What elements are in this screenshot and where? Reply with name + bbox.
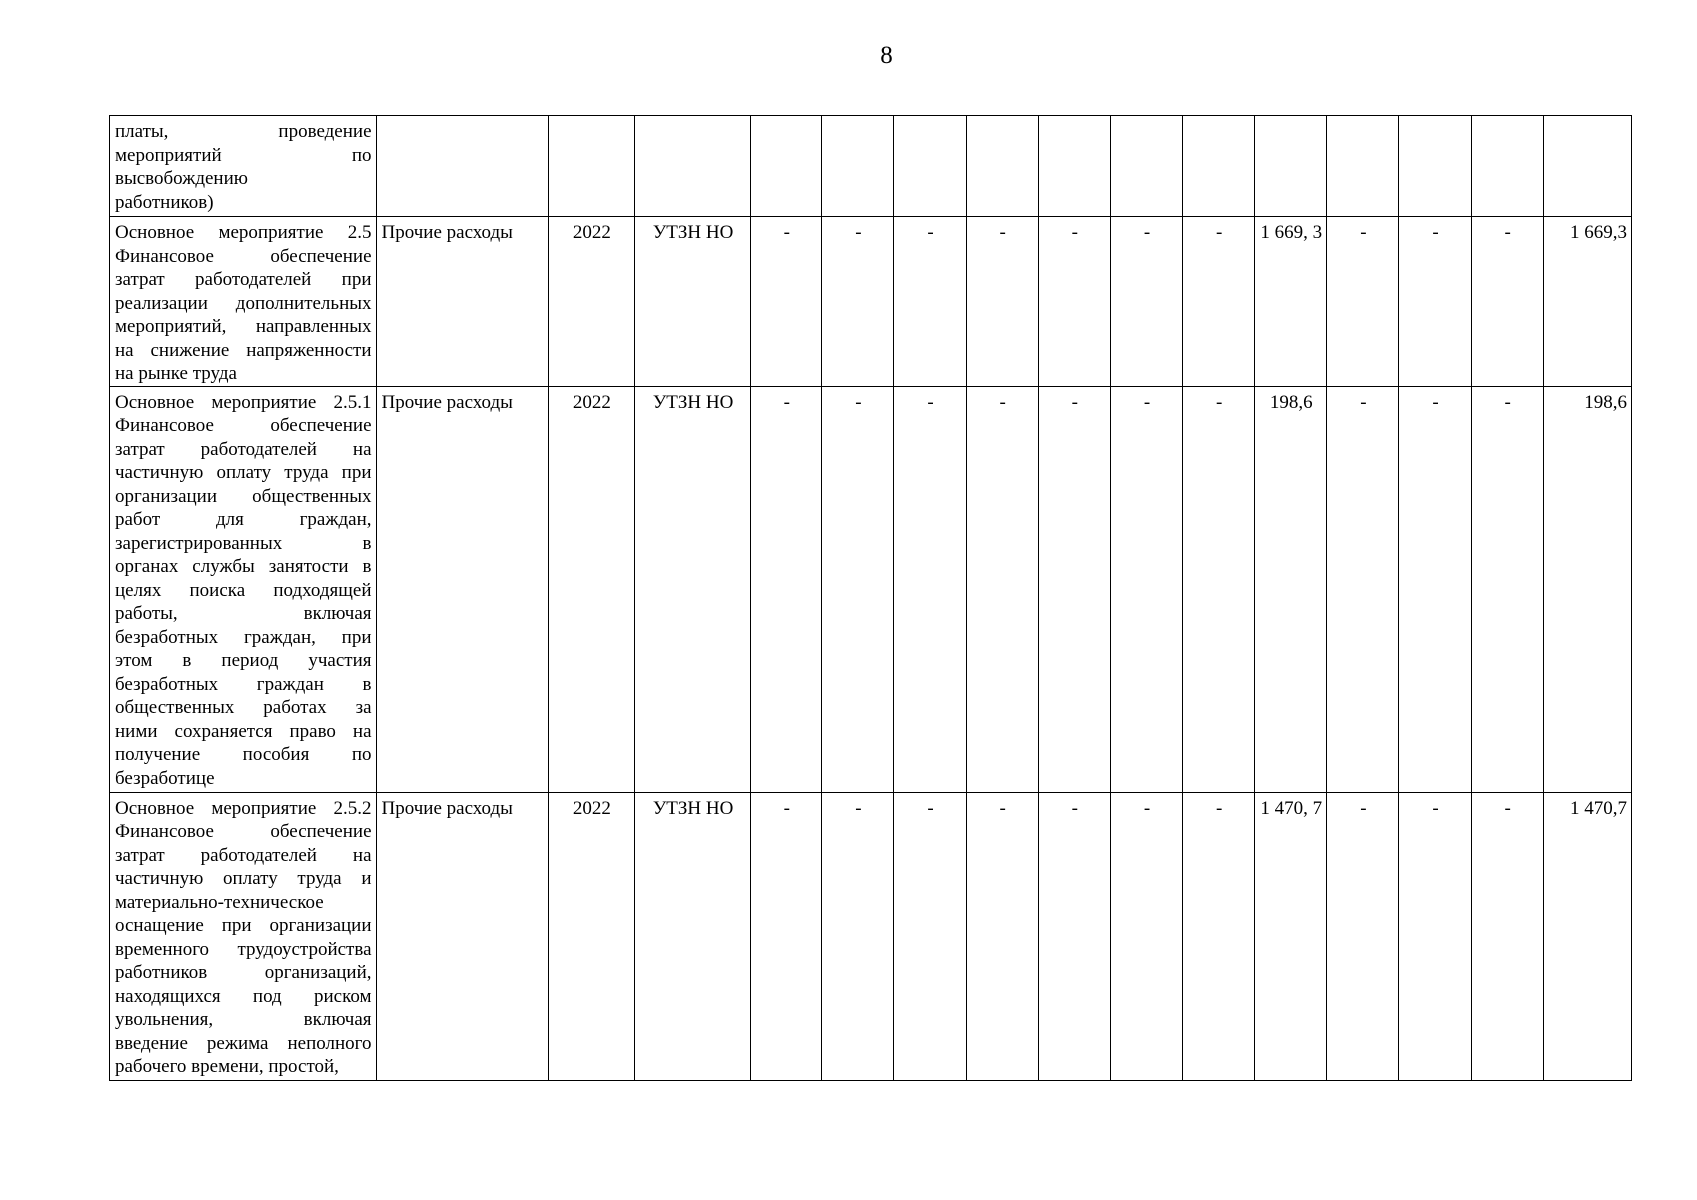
year-cell: 2022 [548,386,634,792]
description-line: Основное мероприятие 2.5.2 [115,797,372,819]
description-line: Основное мероприятие 2.5.1 [115,391,372,413]
description-line: безработных граждан в [115,673,372,695]
funding-source-cell: Прочие расходы [376,386,548,792]
description-line: целях поиска подходящей [115,579,372,601]
value-cell: - [966,217,1038,387]
description-line: этом в период участия [115,650,372,671]
description-line: работников организаций, [115,962,372,983]
value-cell: - [1183,792,1255,1080]
value-cell: - [751,386,822,792]
year-cell: 2022 [548,792,634,1080]
year-cell [548,116,634,217]
total-cell: 1 470,7 [1543,792,1631,1080]
value-cell: 1 669, 3 [1255,217,1327,387]
description-line: оснащение при организации [115,915,372,936]
value-cell [1327,116,1399,217]
description-line: рабочего времени, простой, [115,1056,339,1077]
description-line: затрат работодателей при [115,269,372,290]
description-line: на снижение напряженности [115,339,372,361]
value-cell: - [1183,386,1255,792]
measure-description-cell [110,116,377,217]
table-row [110,386,1632,792]
description-line: Финансовое обеспечение [115,821,372,842]
value-cell [894,116,966,217]
description-line: на рынке труда [115,363,237,384]
description-line: безработных граждан, при [115,626,372,648]
funding-source-cell: Прочие расходы [376,217,548,387]
value-cell: - [1471,217,1543,387]
value-cell: - [1327,792,1399,1080]
description-line: находящихся под риском [115,985,372,1007]
value-cell: - [1471,792,1543,1080]
value-cell: - [966,386,1038,792]
value-cell [1399,116,1471,217]
value-cell: - [1399,217,1471,387]
description-line: введение режима неполного [115,1032,372,1054]
value-cell: - [822,386,894,792]
description-line: ними сохраняется право на [115,720,372,742]
description-line: частичную оплату труда и [115,868,372,889]
total-cell: 1 669,3 [1543,217,1631,387]
value-cell: - [822,792,894,1080]
description-line: зарегистрированных в [115,532,372,554]
executor-cell: УТЗН НО [635,217,751,387]
description-line: платы, проведение [115,121,372,142]
description-line: Финансовое обеспечение [115,245,372,267]
total-cell: 198,6 [1543,386,1631,792]
description-line: реализации дополнительных [115,292,372,314]
value-cell [1110,116,1182,217]
table-body [110,116,1632,1081]
value-cell [751,116,822,217]
description-line: работ для граждан, [115,509,372,530]
description-line: увольнения, включая [115,1009,372,1030]
executor-cell: УТЗН НО [635,792,751,1080]
value-cell: - [1110,792,1182,1080]
table-row [110,217,1632,387]
value-cell: - [894,792,966,1080]
year-cell: 2022 [548,217,634,387]
total-cell [1543,116,1631,217]
value-cell: - [1327,217,1399,387]
value-cell: - [1110,386,1182,792]
value-cell: - [966,792,1038,1080]
description-line: общественных работах за [115,697,372,718]
value-cell: - [822,217,894,387]
value-cell: - [1183,217,1255,387]
value-cell: 198,6 [1255,386,1327,792]
executor-cell [635,116,751,217]
description-line: Основное мероприятие 2.5 [115,222,372,243]
description-line: безработице [115,767,215,789]
value-cell: - [1399,792,1471,1080]
value-cell: - [1471,386,1543,792]
description-line: материально-техническое [115,891,324,913]
value-cell [1255,116,1327,217]
description-line: затрат работодателей на [115,438,372,460]
budget-table [109,115,1632,1081]
value-cell: - [894,217,966,387]
value-cell: - [1038,386,1110,792]
table-row [110,792,1632,1080]
description-line: мероприятий, направленных [115,316,372,337]
value-cell [966,116,1038,217]
description-line: Финансовое обеспечение [115,415,372,436]
value-cell [1183,116,1255,217]
value-cell: - [1399,386,1471,792]
value-cell: - [751,217,822,387]
description-line: работы, включая [115,603,372,624]
value-cell: - [751,792,822,1080]
value-cell [822,116,894,217]
description-line: затрат работодателей на [115,844,372,866]
table-row [110,116,1632,217]
description-line: мероприятий по [115,144,372,166]
description-line: временного трудоустройства [115,938,372,960]
value-cell [1471,116,1543,217]
measure-description-cell [110,386,377,792]
description-line: получение пособия по [115,744,372,765]
measure-description-cell [110,792,377,1080]
value-cell: - [894,386,966,792]
description-line: органах службы занятости в [115,556,372,577]
value-cell: - [1038,792,1110,1080]
measure-description-cell [110,217,377,387]
description-line: частичную оплату труда при [115,462,372,483]
value-cell: - [1110,217,1182,387]
value-cell [1038,116,1110,217]
description-line: работников) [115,191,214,213]
value-cell: - [1327,386,1399,792]
description-line: организации общественных [115,485,372,507]
executor-cell: УТЗН НО [635,386,751,792]
value-cell: - [1038,217,1110,387]
description-line: высвобождению [115,168,248,189]
funding-source-cell [376,116,548,217]
page-number: 8 [880,42,893,69]
value-cell: 1 470, 7 [1255,792,1327,1080]
funding-source-cell: Прочие расходы [376,792,548,1080]
